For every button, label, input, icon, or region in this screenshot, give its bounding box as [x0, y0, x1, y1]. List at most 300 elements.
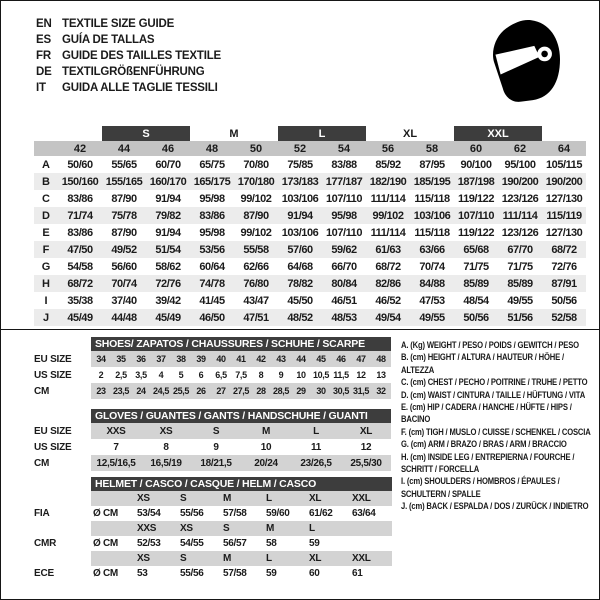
shoes-cell: 24 — [131, 383, 151, 399]
measurement-cell: 115/118 — [414, 192, 450, 205]
measurement-cell: 83/86 — [67, 192, 93, 205]
measurement-cell: 87/95 — [419, 158, 445, 171]
helmet-cell: XL — [307, 551, 350, 566]
shoes-cell: 48 — [371, 351, 391, 367]
legend-item: A. (Kg) WEIGHT / PESO / POIDS / GEWITCH / PESO — [401, 340, 579, 350]
row-label: US SIZE — [34, 441, 72, 453]
language-code: ES — [36, 34, 51, 46]
numeric-size-row — [34, 141, 586, 156]
size-group-header: S — [102, 126, 190, 141]
legend-item: F. (cm) TIGH / MUSLO / CUISSE / SCHENKEL / COSCIA — [401, 426, 591, 437]
row-letter-label: H — [34, 275, 58, 292]
measurement-cell: 155/165 — [102, 173, 146, 190]
measurement-cell: 49/55 — [410, 309, 454, 326]
shoes-cell: 29 — [291, 383, 311, 399]
measurement-cell: 37/40 — [111, 294, 137, 307]
measurement-cell: 49/52 — [102, 241, 146, 258]
shoes-row — [34, 383, 391, 399]
shoes-cell: 45 — [311, 351, 331, 367]
shoes-cell: 10 — [296, 370, 306, 380]
gloves-cell: 20/24 — [241, 455, 291, 471]
language-title: GUIDE DES TAILLES TEXTILE — [62, 50, 221, 62]
corner-cell — [34, 141, 58, 156]
measurement-cell: 65/75 — [199, 158, 225, 171]
helmet-cell: 59 — [266, 568, 277, 579]
measurement-cell: 127/130 — [545, 226, 583, 239]
measurement-cell: 51/54 — [146, 241, 190, 258]
helmet-cell: XL — [307, 491, 350, 506]
measurement-cell: 170/180 — [234, 173, 278, 190]
measurement-cell: 55/65 — [111, 158, 137, 171]
shoes-cell: 40 — [211, 351, 231, 367]
shoes-cell: 5 — [178, 370, 184, 380]
helmet-cell — [350, 536, 392, 551]
helmet-cell: 55/56 — [180, 508, 204, 519]
measurement-cell: 49/55 — [507, 294, 533, 307]
numeric-size-cell: 42 — [58, 141, 102, 156]
size-group-header — [542, 126, 586, 141]
language-row — [36, 32, 221, 48]
sub-table-header-row — [34, 337, 391, 351]
measurement-cell: 48/54 — [463, 294, 489, 307]
shoes-cell: 30 — [311, 383, 331, 399]
measurement-cell: 119/122 — [458, 226, 495, 239]
helmet-row — [34, 521, 392, 536]
measurement-cell: 63/66 — [410, 241, 454, 258]
numeric-size-cell: 64 — [542, 141, 586, 156]
measurement-legend — [401, 339, 591, 513]
language-list — [36, 16, 221, 96]
measurement-cell: 62/66 — [243, 260, 269, 273]
measurement-row — [34, 190, 586, 207]
measurement-cell: 70/74 — [419, 260, 445, 273]
shoes-row — [34, 367, 391, 383]
shoes-cell: 43 — [271, 351, 291, 367]
size-group-header: M — [229, 127, 239, 140]
measurement-cell: 103/106 — [281, 192, 319, 205]
measurement-cell: 115/118 — [414, 226, 450, 239]
legend-item: J. (cm) BACK / ESPALDA / DOS / ZURÜCK / INDIETRO — [401, 501, 589, 512]
shoes-cell: 41 — [231, 351, 251, 367]
numeric-size-cell: 44 — [102, 141, 146, 156]
outer-spacer — [34, 477, 91, 491]
measurement-cell: 95/100 — [504, 158, 536, 171]
legend-item: E. (cm) HIP / CADERA / HANCHE / HÜFTE / HIPS / BACINO — [401, 402, 572, 425]
helmet-cell: 59/60 — [266, 508, 290, 519]
helmet-cell: S — [178, 551, 221, 566]
helmet-cell: M — [264, 521, 307, 536]
gloves-cell: M — [241, 423, 291, 439]
helmet-cell — [350, 521, 392, 536]
shoes-cell: 10,5 — [312, 370, 330, 380]
measurement-cell: 80/84 — [322, 275, 366, 292]
shoes-cell: 25,5 — [171, 383, 191, 399]
row-letter-label: E — [42, 226, 50, 239]
measurement-cell: 68/72 — [58, 275, 102, 292]
measurement-cell: 48/52 — [278, 309, 322, 326]
textile-size-table — [34, 126, 586, 326]
size-group-header — [58, 126, 102, 141]
measurement-cell: 160/170 — [146, 173, 190, 190]
shoes-cell: 2,5 — [115, 370, 127, 380]
numeric-size-cell: 54 — [322, 141, 366, 156]
legend-item: B. (cm) HEIGHT / ALTURA / HAUTEUR / HÖHE / ALTEZZA — [401, 352, 565, 375]
legend-item: D. (cm) WAIST / CINTURA / TAILLE / HÜFTUNG / VITA — [401, 389, 586, 400]
measurement-cell: 123/126 — [501, 192, 539, 205]
measurement-cell: 49/54 — [366, 309, 410, 326]
measurement-cell: 56/60 — [111, 260, 137, 273]
helmet-cell: XXL — [350, 491, 392, 506]
helmet-row — [34, 551, 392, 566]
helmet-row — [34, 506, 392, 521]
measurement-cell: 99/102 — [366, 207, 410, 224]
measurement-cell: 85/92 — [375, 158, 401, 171]
gloves-cell: 18/21,5 — [191, 455, 241, 471]
helmet-cell — [91, 521, 135, 536]
numeric-size-cell: 48 — [190, 141, 234, 156]
language-title: TEXTILE SIZE GUIDE — [62, 18, 175, 30]
measurement-cell: 91/94 — [155, 226, 181, 239]
helmet-cell: 61/62 — [309, 508, 333, 519]
helmet-cell: XXL — [350, 551, 392, 566]
sub-table-header-row — [34, 477, 392, 491]
measurement-row — [34, 275, 586, 292]
measurement-row — [34, 258, 586, 275]
numeric-size-cell: 58 — [410, 141, 454, 156]
measurement-cell: 50/60 — [67, 158, 93, 171]
measurement-cell: 70/80 — [243, 158, 269, 171]
measurement-cell: 84/88 — [410, 275, 454, 292]
measurement-cell: 107/110 — [454, 207, 498, 224]
measurement-row — [34, 309, 586, 326]
shoes-cell: 35 — [111, 351, 131, 367]
row-label: CM — [34, 385, 50, 397]
measurement-cell: 68/72 — [375, 260, 401, 273]
section-divider — [1, 329, 599, 330]
gloves-cell: 9 — [213, 441, 219, 453]
gloves-cell: L — [291, 423, 341, 439]
numeric-size-cell: 62 — [498, 141, 542, 156]
helmet-table — [34, 477, 392, 581]
measurement-cell: 71/75 — [463, 260, 489, 273]
helmet-cell: XS — [135, 491, 178, 506]
row-label: CM — [34, 457, 50, 469]
size-group-header: XXL — [454, 126, 542, 141]
measurement-cell: 45/50 — [287, 294, 313, 307]
size-group-header: XL — [403, 127, 418, 140]
shoes-cell: 28 — [251, 383, 271, 399]
size-group-row — [34, 126, 586, 141]
shoes-cell: 31,5 — [351, 383, 371, 399]
helmet-cell: 57/58 — [223, 568, 247, 579]
measurement-cell: 111/114 — [498, 207, 542, 224]
measurement-cell: 187/198 — [454, 173, 498, 190]
measurement-cell: 182/190 — [366, 173, 410, 190]
measurement-cell: 72/76 — [146, 275, 190, 292]
measurement-cell: 55/58 — [234, 241, 278, 258]
measurement-cell: 87/91 — [542, 275, 586, 292]
language-code: FR — [36, 50, 51, 62]
measurement-cell: 65/68 — [454, 241, 498, 258]
helmet-cell: XXS — [135, 521, 178, 536]
measurement-cell: 45/49 — [58, 309, 102, 326]
outer-spacer — [34, 409, 91, 423]
measurement-cell: 111/114 — [370, 192, 406, 205]
helmet-cell: M — [221, 551, 264, 566]
measurement-row — [34, 207, 586, 224]
helmet-icon-svg — [490, 18, 564, 106]
measurement-cell: 71/74 — [58, 207, 102, 224]
gloves-cell: 12 — [360, 441, 372, 453]
row-label: CMR — [34, 538, 57, 549]
measurement-cell: 190/200 — [498, 173, 542, 190]
measurement-cell: 105/115 — [546, 158, 583, 171]
shoes-cell: 2 — [98, 370, 104, 380]
helmet-cell: XS — [135, 551, 178, 566]
measurement-cell: 83/86 — [67, 226, 93, 239]
helmet-cell: 54/55 — [180, 538, 204, 549]
size-group-header: L — [278, 126, 366, 141]
measurement-cell: 91/94 — [278, 207, 322, 224]
measurement-cell: 59/62 — [322, 241, 366, 258]
measurement-cell: 44/48 — [102, 309, 146, 326]
language-title: GUÍA DE TALLAS — [62, 34, 155, 46]
measurement-cell: 75/78 — [102, 207, 146, 224]
measurement-cell: 50/56 — [551, 294, 577, 307]
measurement-cell: 85/89 — [454, 275, 498, 292]
measurement-row — [34, 292, 586, 309]
helmet-cell: 61 — [352, 568, 363, 579]
numeric-size-cell: 46 — [146, 141, 190, 156]
row-letter-label: G — [41, 260, 51, 273]
measurement-cell: 60/64 — [199, 260, 225, 273]
measurement-cell: 95/98 — [199, 192, 225, 205]
helmet-cell: 57/58 — [223, 508, 247, 519]
row-label — [34, 521, 91, 536]
measurement-cell: 115/119 — [542, 207, 586, 224]
measurement-cell: 58/62 — [155, 260, 181, 273]
row-letter-label: A — [42, 158, 50, 171]
helmet-row — [34, 566, 392, 581]
measurement-row — [34, 156, 586, 173]
gloves-cell: XXS — [91, 423, 141, 439]
shoes-cell: 38 — [171, 351, 191, 367]
measurement-cell: 150/160 — [58, 173, 102, 190]
language-code: EN — [36, 18, 52, 30]
gloves-cell: 10 — [260, 441, 272, 453]
measurement-cell: 107/110 — [326, 192, 363, 205]
shoes-cell: 8 — [258, 370, 264, 380]
shoes-table — [34, 337, 391, 399]
language-code: IT — [36, 82, 46, 94]
measurement-cell: 79/82 — [146, 207, 190, 224]
shoes-cell: 26 — [191, 383, 211, 399]
row-label: EU SIZE — [34, 353, 72, 365]
measurement-row — [34, 173, 586, 190]
measurement-cell: 87/90 — [111, 192, 137, 205]
row-letter-label: I — [44, 294, 48, 307]
shoes-cell: 42 — [251, 351, 271, 367]
helmet-cell: 53/54 — [137, 508, 161, 519]
helmet-row — [34, 491, 392, 506]
gloves-cell: 8 — [163, 441, 169, 453]
measurement-cell: 60/70 — [155, 158, 181, 171]
helmet-cell: Ø CM — [93, 508, 118, 519]
measurement-cell: 123/126 — [501, 226, 539, 239]
measurement-cell: 41/45 — [199, 294, 225, 307]
measurement-cell: 43/47 — [243, 294, 269, 307]
shoes-cell: 39 — [191, 351, 211, 367]
helmet-cell: L — [264, 491, 307, 506]
shoes-cell: 4 — [158, 370, 164, 380]
helmet-cell: 55/56 — [180, 568, 204, 579]
language-title: GUIDA ALLE TAGLIE TESSILI — [62, 82, 218, 94]
measurement-cell: 90/100 — [460, 158, 492, 171]
gloves-row — [34, 423, 391, 439]
shoes-cell: 23,5 — [111, 383, 131, 399]
shoes-cell: 34 — [91, 351, 111, 367]
helmet-cell: 58 — [266, 538, 277, 549]
row-label: US SIZE — [34, 369, 72, 381]
measurement-cell: 177/187 — [322, 173, 366, 190]
row-letter-label: F — [34, 241, 58, 258]
row-label: ECE — [34, 568, 54, 579]
numeric-size-cell: 60 — [454, 141, 498, 156]
helmet-cell: 60 — [309, 568, 320, 579]
shoes-cell: 47 — [351, 351, 371, 367]
measurement-cell: 45/49 — [146, 309, 190, 326]
helmet-cell — [91, 551, 135, 566]
measurement-cell: 57/60 — [278, 241, 322, 258]
row-letter-label: J — [34, 309, 58, 326]
measurement-cell: 47/53 — [419, 294, 445, 307]
gloves-cell: 11 — [311, 441, 321, 453]
shoes-cell: 13 — [376, 370, 386, 380]
outer-spacer — [34, 337, 91, 351]
measurement-cell: 74/78 — [190, 275, 234, 292]
helmet-icon — [490, 18, 564, 106]
measurement-cell: 78/82 — [278, 275, 322, 292]
measurement-cell: 95/98 — [199, 226, 225, 239]
shoes-cell: 28,5 — [271, 383, 291, 399]
shoes-cell: 24,5 — [151, 383, 171, 399]
gloves-title: GLOVES / GUANTES / GANTS / HANDSCHUHE / GUANTI — [91, 409, 391, 423]
measurement-cell: 87/90 — [234, 207, 278, 224]
helmet-cell: 63/64 — [352, 508, 376, 519]
measurement-cell: 72/76 — [551, 260, 577, 273]
helmet-cell: Ø CM — [93, 568, 118, 579]
measurement-cell: 111/114 — [370, 226, 406, 239]
gloves-row — [34, 439, 391, 455]
measurement-cell: 61/63 — [366, 241, 410, 258]
measurement-cell: 68/72 — [542, 241, 586, 258]
language-code: DE — [36, 66, 52, 78]
measurement-cell: 87/90 — [111, 226, 137, 239]
measurement-cell: 99/102 — [240, 192, 272, 205]
legend-item: I. (cm) SHOULDERS / HOMBROS / ÉPAULES / SCHULTERN / SPALLE — [401, 476, 560, 499]
measurement-row — [34, 224, 586, 241]
measurement-cell: 66/70 — [331, 260, 357, 273]
row-label: FIA — [34, 508, 50, 519]
measurement-cell: 46/51 — [331, 294, 357, 307]
helmet-cell: S — [178, 491, 221, 506]
measurement-cell: 95/98 — [322, 207, 366, 224]
measurement-cell: 103/106 — [281, 226, 319, 239]
shoes-cell: 37 — [151, 351, 171, 367]
gloves-cell: S — [191, 423, 241, 439]
helmet-cell: 56/57 — [223, 538, 247, 549]
helmet-cell: Ø CM — [93, 538, 118, 549]
helmet-title: HELMET / CASCO / CASQUE / HELM / CASCO — [91, 477, 392, 491]
corner-cell — [34, 126, 58, 141]
measurement-cell: 70/74 — [102, 275, 146, 292]
helmet-row — [34, 536, 392, 551]
row-letter-label: D — [34, 207, 58, 224]
row-letter-label: B — [34, 173, 58, 190]
helmet-cell: 52/53 — [137, 538, 161, 549]
shoes-cell: 27 — [211, 383, 231, 399]
measurement-cell: 82/86 — [366, 275, 410, 292]
measurement-cell: 91/94 — [155, 192, 181, 205]
helmet-cell: S — [221, 521, 264, 536]
language-row — [36, 80, 221, 96]
row-letter-label: C — [42, 192, 50, 205]
measurement-cell: 85/89 — [498, 275, 542, 292]
numeric-size-cell: 56 — [366, 141, 410, 156]
shoes-cell: 6 — [198, 370, 204, 380]
language-row — [36, 16, 221, 32]
measurement-cell: 35/38 — [67, 294, 93, 307]
helmet-cell: XS — [178, 521, 221, 536]
measurement-cell: 47/50 — [58, 241, 102, 258]
measurement-cell: 190/200 — [542, 173, 586, 190]
measurement-cell: 50/56 — [454, 309, 498, 326]
measurement-cell: 46/52 — [375, 294, 401, 307]
sub-table-header-row — [34, 409, 391, 423]
measurement-cell: 75/85 — [287, 158, 313, 171]
gloves-cell: XS — [141, 423, 191, 439]
measurement-cell: 165/175 — [190, 173, 234, 190]
gloves-cell: 25,5/30 — [341, 455, 391, 471]
shoes-title: SHOES/ ZAPATOS / CHAUSSURES / SCHUHE / SCARPE — [91, 337, 391, 351]
shoes-cell: 3,5 — [135, 370, 147, 380]
measurement-cell: 99/102 — [240, 226, 272, 239]
numeric-size-cell: 52 — [278, 141, 322, 156]
helmet-cell: 53 — [137, 568, 148, 579]
row-label — [34, 551, 91, 566]
measurement-cell: 71/75 — [507, 260, 533, 273]
gloves-row — [34, 455, 391, 471]
measurement-cell: 53/56 — [190, 241, 234, 258]
measurement-cell: 119/122 — [458, 192, 495, 205]
legend-item: H. (cm) INSIDE LEG / ENTREPIERNA / FOURCHE / SCHRITT / FORCELLA — [401, 451, 575, 475]
numeric-size-cell: 50 — [234, 141, 278, 156]
shoes-cell: 30,5 — [331, 383, 351, 399]
language-title: TEXTILGRÖßENFÜHRUNG — [62, 66, 205, 78]
measurement-cell: 46/50 — [190, 309, 234, 326]
measurement-cell: 107/110 — [326, 226, 363, 239]
measurement-cell: 47/51 — [234, 309, 278, 326]
shoes-row — [34, 351, 391, 367]
helmet-cell — [91, 491, 135, 506]
helmet-cell: M — [221, 491, 264, 506]
measurement-cell: 64/68 — [287, 260, 313, 273]
measurement-cell: 51/56 — [498, 309, 542, 326]
row-label — [34, 491, 91, 506]
measurement-cell: 83/86 — [190, 207, 234, 224]
shoes-cell: 44 — [291, 351, 311, 367]
helmet-cell: L — [307, 521, 350, 536]
